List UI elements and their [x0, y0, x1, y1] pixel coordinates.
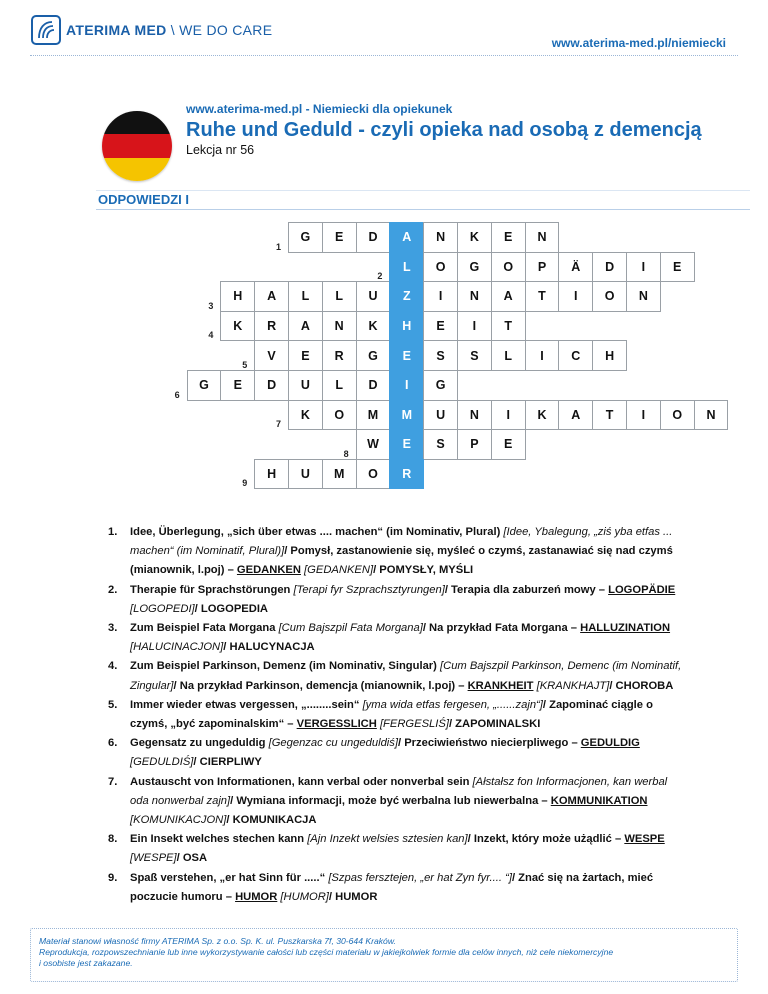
- clue-text: / KOMUNIKACJA: [226, 814, 317, 827]
- clue-text: / Znać się na żartach, mieć poczucie humoru –: [130, 871, 654, 903]
- crossword-cell: R: [254, 311, 289, 342]
- clue-pronunciation: [GEDULDIŚ]: [130, 756, 194, 769]
- clue-item: [108, 619, 683, 657]
- clue-item: [108, 696, 683, 734]
- crossword-solution-cell: H: [389, 311, 424, 342]
- clue-answer: KOMMUNIKATION: [550, 794, 648, 807]
- logo-tagline: WE DO CARE: [179, 22, 273, 38]
- footer-line-2: Reprodukcja, rozpowszechnianie lub inne wykorzystywanie całości lub części materiału w jakiejkolwiek formie dla celów innych, niż cele niekomercyjne: [39, 947, 614, 957]
- crossword-cell: S: [423, 340, 458, 371]
- crossword-cell: T: [491, 311, 526, 342]
- crossword-cell: U: [288, 370, 323, 401]
- crossword-cell: I: [626, 400, 661, 431]
- crossword-cell: E: [220, 370, 255, 401]
- crossword-solution-cell: L: [389, 252, 424, 283]
- crossword-cell: I: [457, 311, 492, 342]
- crossword-cell: A: [491, 281, 526, 312]
- crossword-solution-cell: Z: [389, 281, 424, 312]
- crossword-cell: I: [423, 281, 458, 312]
- clue-pronunciation: [LOGOPEDI]: [130, 602, 195, 615]
- crossword-cell: E: [322, 222, 357, 253]
- crossword-cell: D: [356, 222, 391, 253]
- clue-number: 1.: [108, 526, 118, 538]
- crossword-solution-cell: A: [389, 222, 424, 253]
- crossword-cell: O: [491, 252, 526, 283]
- clue-answer: GEDANKEN: [236, 564, 301, 577]
- section-title: ODPOWIEDZI I: [98, 192, 189, 207]
- crossword-row-number: 7: [276, 419, 282, 430]
- clue-pronunciation: [Cum Bajszpil Fata Morgana]: [278, 622, 423, 635]
- crossword-row-number: 8: [343, 448, 349, 459]
- crossword-cell: T: [525, 281, 560, 312]
- section-divider: [96, 209, 750, 210]
- crossword-cell: D: [592, 252, 627, 283]
- clue-text: / HUMOR: [328, 890, 378, 903]
- crossword-cell: K: [525, 400, 560, 431]
- crossword-solution-cell: R: [389, 459, 424, 490]
- crossword-cell: G: [457, 252, 492, 283]
- crossword-cell: D: [356, 370, 391, 401]
- clue-text: Therapie für Sprachstörungen: [130, 583, 294, 596]
- crossword-cell: U: [356, 281, 391, 312]
- crossword-cell: E: [491, 222, 526, 253]
- crossword-cell: G: [288, 222, 323, 253]
- clue-text: Gegensatz zu ungeduldig: [130, 737, 269, 750]
- crossword-cell: U: [423, 400, 458, 431]
- clue-answer: HUMOR: [235, 890, 278, 903]
- clue-item: [108, 523, 683, 581]
- clue-pronunciation: [Szpas fersztejen, „er hat Zyn fyr.... “]: [328, 871, 512, 884]
- clue-text: Immer wieder etwas vergessen, „........sein“: [130, 698, 363, 711]
- crossword-solution-cell: M: [389, 400, 424, 431]
- clue-number: 7.: [108, 775, 118, 788]
- crossword-row-number: 6: [174, 389, 180, 400]
- clue-number: 5.: [108, 698, 118, 711]
- crossword-cell: E: [660, 252, 695, 283]
- crossword-row-number: 4: [208, 330, 214, 341]
- crossword-cell: C: [558, 340, 593, 371]
- clue-item: [108, 657, 683, 695]
- clue-text: / Na przykład Fata Morgana –: [422, 622, 581, 635]
- crossword-cell: O: [356, 459, 391, 490]
- footer-line-1: Materiał stanowi własność firmy ATERIMA Sp. z o.o. Sp. K. ul. Puszkarska 7f, 30-644 Kraków.: [39, 936, 396, 946]
- crossword-cell: S: [457, 340, 492, 371]
- clue-text: / ZAPOMINALSKI: [448, 718, 541, 731]
- clue-pronunciation: [HALUCINACJON]: [130, 641, 224, 654]
- crossword-row-number: 3: [208, 300, 214, 311]
- crossword-cell: V: [254, 340, 289, 371]
- clue-text: Zum Beispiel Parkinson, Demenz (im Nominativ, Singular): [130, 660, 440, 673]
- clue-list: [108, 523, 683, 907]
- clue-number: 3.: [108, 622, 118, 635]
- clue-pronunciation: [Idee, Ybalegung, „ziś yba etfas ... machen“ (im Nominatif, Plural)]: [130, 526, 673, 558]
- clue-text: / Inzekt, który może użądlić –: [467, 833, 625, 846]
- clue-pronunciation: [WESPE]: [130, 852, 177, 865]
- crossword-cell: G: [187, 370, 222, 401]
- crossword-cell: M: [322, 459, 357, 490]
- clue-number: 4.: [108, 660, 118, 673]
- clue-text: / LOGOPEDIA: [194, 602, 269, 615]
- crossword-cell: N: [626, 281, 661, 312]
- clue-text: Zum Beispiel Fata Morgana: [130, 622, 279, 635]
- crossword-cell: H: [220, 281, 255, 312]
- clue-pronunciation: [FERGESLIŚ]: [376, 718, 449, 731]
- logo-brand: ATERIMA MED: [66, 22, 167, 38]
- clue-text: / Zapominać ciągle o czymś, „być zapominalskim“ –: [130, 698, 653, 731]
- crossword-cell: N: [525, 222, 560, 253]
- clue-item: [108, 581, 683, 619]
- crossword-cell: Ä: [558, 252, 593, 283]
- crossword-cell: S: [423, 429, 458, 460]
- clue-item: [108, 830, 683, 868]
- clue-item: [108, 734, 683, 772]
- clue-item: [108, 773, 683, 831]
- crossword-cell: M: [356, 400, 391, 431]
- clue-item: [108, 869, 683, 907]
- crossword-solution-cell: E: [389, 429, 424, 460]
- crossword-cell: N: [322, 311, 357, 342]
- clue-text: / HALUCYNACJA: [223, 641, 315, 654]
- crossword-cell: T: [592, 400, 627, 431]
- aterima-logo-icon: [30, 14, 62, 46]
- clue-text: / POMYSŁY, MYŚLI: [373, 564, 474, 577]
- crossword-cell: W: [356, 429, 391, 460]
- clue-number: 8.: [108, 833, 118, 846]
- lesson-subtitle: www.aterima-med.pl - Niemiecki dla opiekunek: [186, 102, 453, 116]
- clue-text: / CIERPLIWY: [193, 756, 262, 769]
- crossword-cell: I: [491, 400, 526, 431]
- crossword-cell: A: [254, 281, 289, 312]
- clue-number: 9.: [108, 871, 118, 884]
- clue-pronunciation: [Ajn Inzekt welsies sztesien kan]: [307, 833, 468, 846]
- crossword-cell: A: [288, 311, 323, 342]
- crossword-cell: U: [288, 459, 323, 490]
- crossword-cell: H: [254, 459, 289, 490]
- crossword-cell: N: [457, 281, 492, 312]
- crossword-cell: O: [660, 400, 695, 431]
- clue-pronunciation: [HUMOR]: [277, 890, 329, 903]
- site-url-link[interactable]: www.aterima-med.pl/niemiecki: [551, 36, 726, 50]
- crossword-cell: I: [525, 340, 560, 371]
- crossword-row-number: 9: [242, 478, 248, 489]
- crossword-row-number: 1: [276, 241, 282, 252]
- clue-text: / Na przykład Parkinson, demencja (mianownik, l.poj) –: [173, 679, 468, 692]
- header-divider: [30, 55, 738, 56]
- clue-pronunciation: [KRANKHAJT]: [533, 679, 610, 692]
- footer-line-3: i osobiste jest zakazane.: [39, 958, 133, 968]
- clue-text: Austauscht von Informationen, kann verbal oder nonverbal sein: [130, 775, 473, 788]
- clue-text: / CHOROBA: [609, 679, 674, 692]
- crossword-cell: E: [491, 429, 526, 460]
- lesson-number: Lekcja nr 56: [186, 143, 255, 157]
- crossword-cell: O: [592, 281, 627, 312]
- crossword-cell: L: [288, 281, 323, 312]
- clue-pronunciation: [Terapi fyr Szprachsztyrungen]: [293, 583, 445, 596]
- clue-text: Idee, Überlegung, „sich über etwas .... machen“ (im Nominativ, Plural): [130, 526, 504, 538]
- clue-pronunciation: [Gegenzac cu ungeduldiś]: [268, 737, 398, 750]
- copyright-footer: [30, 928, 738, 982]
- clue-text: / Terapia dla zaburzeń mowy –: [444, 583, 609, 596]
- crossword-cell: H: [592, 340, 627, 371]
- crossword-cell: N: [457, 400, 492, 431]
- section-divider-top: [96, 190, 750, 191]
- crossword-cell: D: [254, 370, 289, 401]
- clue-number: 2.: [108, 583, 118, 596]
- german-flag-icon: [102, 111, 172, 181]
- crossword-cell: K: [288, 400, 323, 431]
- crossword-solution-cell: E: [389, 340, 424, 371]
- clue-pronunciation: [Cum Bajszpil Parkinson, Demenc (im Nominatif, Zingular]: [130, 660, 682, 692]
- aterima-logo: ATERIMA MED \ WE DO CARE: [30, 14, 272, 46]
- clue-text: Ein Insekt welches stechen kann: [130, 833, 308, 846]
- clue-answer: LOGOPÄDIE: [608, 583, 676, 596]
- crossword-cell: L: [322, 281, 357, 312]
- crossword-solution-cell: I: [389, 370, 424, 401]
- clue-answer: WESPE: [624, 833, 665, 846]
- crossword-row-number: 5: [242, 360, 248, 370]
- crossword-cell: G: [356, 340, 391, 371]
- crossword-cell: L: [322, 370, 357, 401]
- clue-pronunciation: [yma wida etfas fergesen, „......zajn“]: [362, 698, 543, 711]
- crossword-cell: O: [322, 400, 357, 431]
- crossword-cell: N: [423, 222, 458, 253]
- clue-number: 6.: [108, 737, 118, 750]
- clue-pronunciation: [GEDANKEN]: [300, 564, 374, 577]
- crossword-cell: K: [457, 222, 492, 253]
- clue-answer: VERGESSLICH: [296, 718, 377, 731]
- crossword-cell: I: [558, 281, 593, 312]
- clue-pronunciation: [KOMUNIKACJON]: [130, 814, 227, 827]
- clue-answer: KRANKHEIT: [467, 679, 534, 692]
- crossword-cell: A: [558, 400, 593, 431]
- crossword-row-number: 2: [377, 271, 383, 282]
- clue-pronunciation: [Ałstałsz fon Informacjonen, kan werbal oda nonwerbal zajn]: [130, 775, 668, 807]
- crossword-cell: N: [694, 400, 729, 431]
- crossword-cell: E: [423, 311, 458, 342]
- crossword-cell: O: [423, 252, 458, 283]
- crossword-cell: P: [457, 429, 492, 460]
- crossword-cell: E: [288, 340, 323, 371]
- clue-text: / Przeciwieństwo niecierpliwego –: [397, 737, 581, 750]
- lesson-title: Ruhe und Geduld - czyli opieka nad osobą z demencją: [186, 119, 702, 141]
- clue-text: / Wymiana informacji, może być werbalna lub niewerbalna –: [230, 794, 551, 807]
- crossword-cell: L: [491, 340, 526, 371]
- clue-text: / Pomysł, zastanowienie się, myśleć o czymś, zastanawiać się nad czymś (mianownik, l.poj) –: [130, 545, 673, 577]
- crossword-cell: K: [220, 311, 255, 342]
- crossword-cell: P: [525, 252, 560, 283]
- crossword-cell: R: [322, 340, 357, 371]
- crossword-cell: K: [356, 311, 391, 342]
- clue-answer: HALLUZINATION: [580, 622, 671, 635]
- clue-answer: GEDULDIG: [580, 737, 640, 750]
- clue-text: / OSA: [176, 852, 208, 865]
- crossword-cell: G: [423, 370, 458, 401]
- crossword-cell: I: [626, 252, 661, 283]
- clue-text: Spaß verstehen, „er hat Sinn für .....“: [130, 871, 329, 884]
